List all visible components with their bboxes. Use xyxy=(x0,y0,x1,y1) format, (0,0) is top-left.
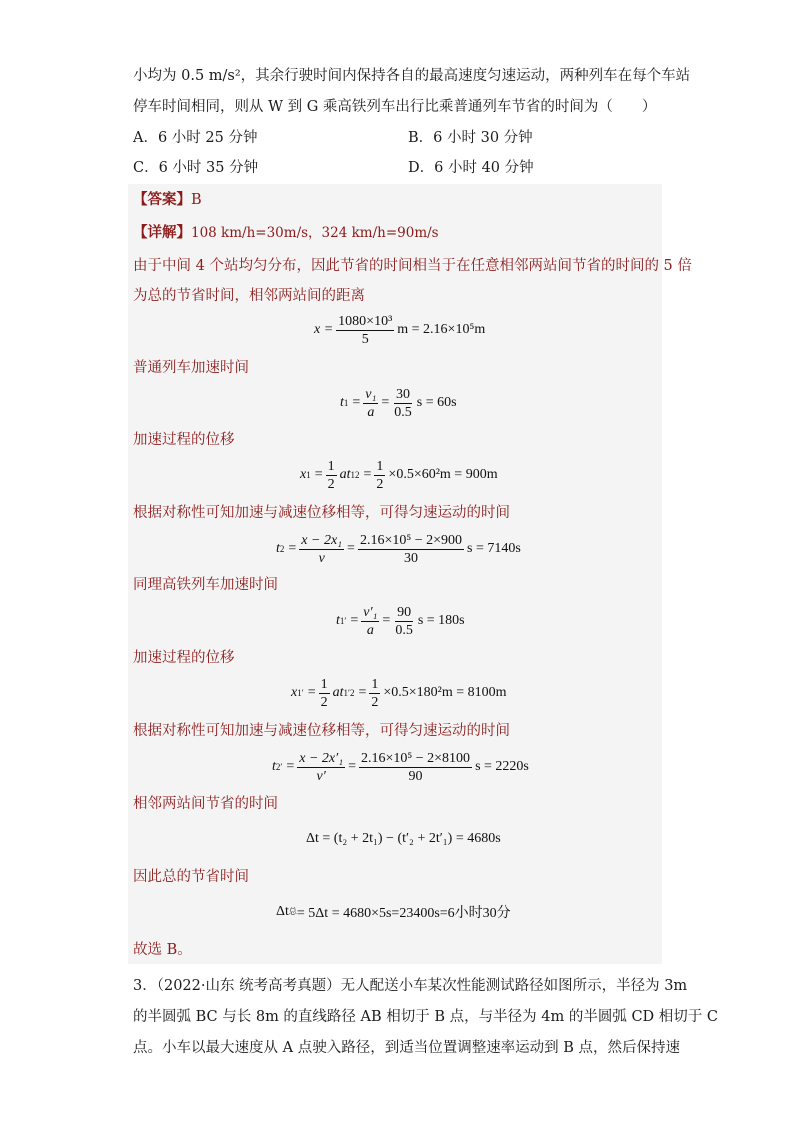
equation-distance: x = $\frac{\text{1080×10³}}{5}$ m = 2.16×10⁵m xyxy=(314,313,486,347)
equation-x1-prime: x 1 ′ = $\frac{1}{2}$ at 1 ′2 = $\frac{1}{2}$ ×0.5×180²m = 8100m xyxy=(291,676,507,710)
detail-paragraph-1b: 为总的节省时间，相邻两站间的距离 xyxy=(133,288,365,304)
detail-paragraph-9: 因此总的节省时间 xyxy=(133,869,249,885)
option-c: C．6 小时 35 分钟 xyxy=(133,160,259,176)
next-question-line-3: 点。小车以最大速度从 A 点驶入路径，到适当位置调整速率运动到 B 点，然后保持速 xyxy=(133,1040,681,1056)
detail-paragraph-3: 加速过程的位移 xyxy=(133,432,235,448)
equation-total-saved: Δt 总 = 5Δt = 4680×5s=23400s=6小时30分 xyxy=(276,904,511,921)
equation-t1-prime: t 1 ′ = $\frac{\text{v′₁}}{a}$ = $\frac{90}{0.5}$ s = 180s xyxy=(336,604,465,638)
equation-x1: x 1 = $\frac{1}{2}$ at 1 2 = $\frac{1}{2}$ ×0.5×60²m = 900m xyxy=(300,458,498,492)
answer-label: 【答案】 xyxy=(133,191,191,208)
equation-t2-prime: t 2 ′ = $\frac{\text{x − 2x′₁}}{v'}$ = $\frac{\text{2.16×10⁵ − 2×8100}}{90}$ s = 2220s xyxy=(272,750,529,784)
detail-paragraph-8: 相邻两站间节省的时间 xyxy=(133,796,278,812)
next-question-line-1: 3．（2022·山东 统考高考真题）无人配送小车某次性能测试路径如图所示，半径为 3m xyxy=(133,978,688,994)
next-question-line-2: 的半圆弧 BC 与长 8m 的直线路径 AB 相切于 B 点，与半径为 4m 的半圆弧 CD 相切于 C xyxy=(133,1009,718,1025)
equation-delta-t: Δt = (t₂ + 2t₁) − (t′₂ + 2t′₁) = 4680s xyxy=(306,831,501,846)
detail-intro: 108 km/h=30m/s，324 km/h=90m/s xyxy=(191,225,439,241)
option-a: A．6 小时 25 分钟 xyxy=(133,130,258,146)
option-d: D．6 小时 40 分钟 xyxy=(408,160,534,176)
equation-t1: t 1 = $\frac{\text{v₁}}{a}$ = $\frac{30}{0.5}$ s = 60s xyxy=(340,386,457,420)
question-text-line-1: 小均为 0.5 m/s²，其余行驶时间内保持各自的最高速度匀速运动，两种列车在每个车站 xyxy=(133,68,691,84)
detail-line xyxy=(133,223,439,243)
answer-value: B xyxy=(191,192,202,208)
detail-paragraph-6: 加速过程的位移 xyxy=(133,650,235,666)
equation-t2: t 2 = $\frac{\text{x − 2x₁}}{v}$ = $\frac{\text{2.16×10⁵ − 2×900}}{30}$ s = 7140s xyxy=(276,532,521,566)
option-b: B．6 小时 30 分钟 xyxy=(408,130,533,146)
detail-paragraph-2: 普通列车加速时间 xyxy=(133,360,249,376)
answer-line xyxy=(133,190,202,210)
detail-paragraph-5: 同理高铁列车加速时间 xyxy=(133,577,278,593)
detail-label: 【详解】 xyxy=(133,224,191,241)
detail-paragraph-7: 根据对称性可知加速与减速位移相等，可得匀速运动的时间 xyxy=(133,723,510,739)
detail-paragraph-1a: 由于中间 4 个站均匀分布，因此节省的时间相当于在任意相邻两站间节省的时间的 5 倍 xyxy=(133,258,692,274)
conclusion-line: 故选 B。 xyxy=(133,942,192,958)
detail-paragraph-4: 根据对称性可知加速与减速位移相等，可得匀速运动的时间 xyxy=(133,505,510,521)
question-text-line-2: 停车时间相同，则从 W 到 G 乘高铁列车出行比乘普通列车节省的时间为（ ） xyxy=(133,99,657,115)
